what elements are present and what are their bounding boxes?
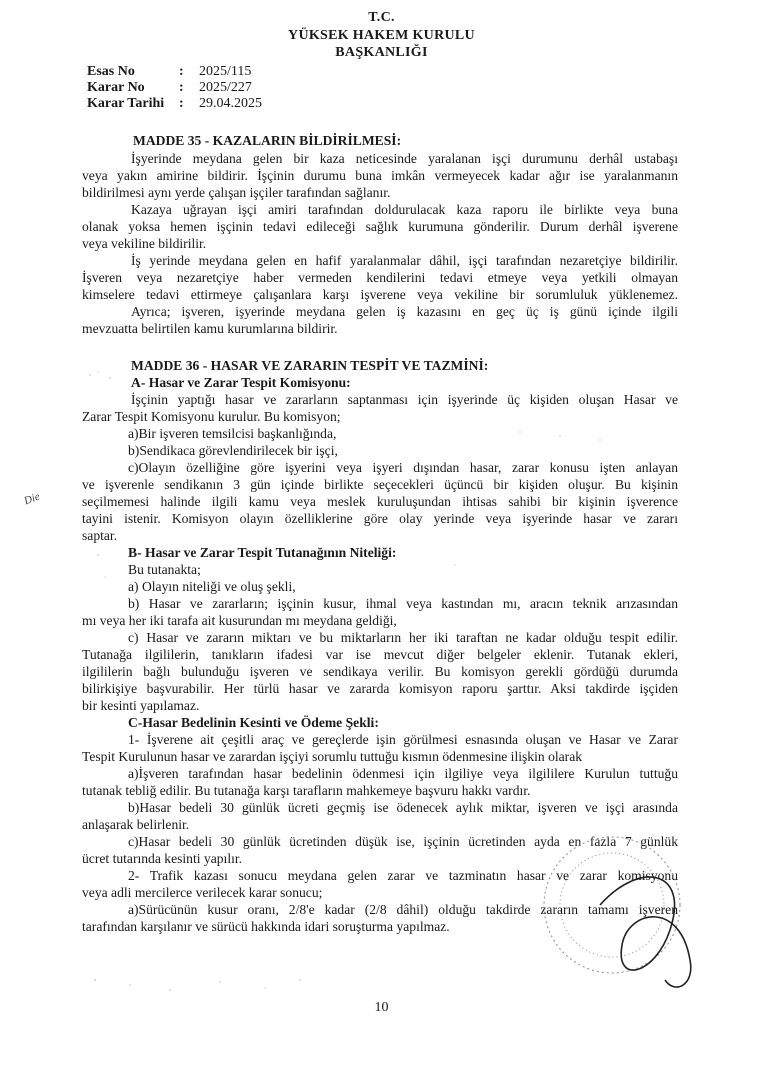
text-line: tarafından karşılanır ve sürücü hakkında idari soruşturma yapılmaz.	[82, 919, 450, 934]
text-line: tayini istenir. Komisyon olayın özelliklerine göre olay yerinde veya işyerinde hasar ve zararı	[82, 511, 678, 526]
text-line: İşyerinde meydana gelen bir kaza neticesinde yaralanan işçi durumunu derhâl ustabaşı	[131, 151, 678, 166]
margin-initials: Die	[22, 490, 42, 508]
text-line: Ayrıca; işveren, işyerinde meydana gelen iş kazasını en geç üç iş günü içinde ilgili	[131, 304, 678, 319]
text-line: olanak yoksa hemen işçinin tedavi edileceği sağlık kurumuna gönderilir. Durum derhâl işverene	[82, 219, 678, 234]
text-line: İşçinin yaptığı hasar ve zararların saptanması için işyerinde üç kişiden oluşan Hasar ve	[131, 392, 678, 407]
text-line: bilirkişiye başvurabilir. Her türlü hasar ve zararda komisyon raporu şarttır. Aksi takdirde işçiden	[82, 681, 678, 696]
text-line: Kazaya uğrayan işçi amiri tarafından doldurulacak kaza raporu ile birlikte veya buna	[131, 202, 678, 217]
text-line: a) Olayın niteliği ve oluş şekli,	[128, 579, 296, 594]
meta-label: Esas No	[87, 64, 135, 79]
section-a-heading: A- Hasar ve Zarar Tespit Komisyonu:	[131, 375, 351, 390]
header-institution: YÜKSEK HAKEM KURULU	[288, 28, 475, 43]
header-tc: T.C.	[368, 10, 395, 25]
text-line: tutanak tebliğ edilir. Bu tutanağa karşı tarafların mahkemeye başvuru hakkı vardır.	[82, 783, 531, 798]
text-line: kimselere tedavi ettirmeye çalışanlara karşı işverene veya vekiline bir sorumluluk yüklenemez.	[82, 287, 678, 302]
text-line: a)Sürücünün kusur oranı, 2/8'e kadar (2/8 dâhil) olduğu takdirde zararın tamamı işveren	[128, 902, 678, 917]
article-35-heading: MADDE 35 - KAZALARIN BİLDİRİLMESİ:	[133, 133, 402, 148]
text-line: c)Olayın özelliğine göre işyerini veya işyeri dışından hasar, zarar konusu işten anlayan	[128, 460, 678, 475]
meta-esas-no: Esas No : 2025/115	[87, 64, 252, 79]
text-line: Tutanağa ilgililerin, tanıkların ifadesi var ise mevcut diğer belgeler eklenir. Tutanak ekleri,	[82, 647, 678, 662]
text-line: Tespit Kurulunun hasar ve zarardan işçiyi sorumlu tuttuğu kısmın ödenmesine ilişkin olarak	[82, 749, 583, 764]
text-line: İşveren veya nezaretçiye haber vermeden kendilerini tedavi etmeye veya yetkili olmayan	[82, 270, 678, 285]
text-line: 2- Trafik kazası sonucu meydana gelen zarar ve tazminatın hasar ve zarar komisyonu	[128, 868, 678, 883]
meta-value: 29.04.2025	[199, 96, 262, 111]
text-line: bir kesinti yapılamaz.	[82, 698, 200, 713]
meta-value: 2025/227	[199, 80, 252, 95]
meta-label: Karar Tarihi	[87, 96, 165, 111]
text-line: veya adli mercilerce verilecek karar sonucu;	[82, 885, 323, 900]
meta-label: Karar No	[87, 80, 145, 95]
text-line: İş yerinde meydana gelen en hafif yaralanmalar dâhil, işçi tarafından nezaretçiye bildirilir.	[131, 253, 678, 268]
text-line: c)Hasar bedeli 30 günlük ücretinden düşük ise, işçinin ücretinden ayda en fazla 7 günlük	[128, 834, 678, 849]
section-b-heading: B- Hasar ve Zarar Tespit Tutanağının Niteliği:	[128, 545, 397, 560]
article-36-heading: MADDE 36 - HASAR VE ZARARIN TESPİT VE TAZMİNİ:	[131, 358, 489, 373]
text-line: ücret tutarında kesinti yapılır.	[82, 851, 243, 866]
text-line: c) Hasar ve zararın miktarı ve bu miktarların her iki taraftan ne kadar olduğu tespit edilir.	[128, 630, 678, 645]
text-line: ilgililerin bağlı bulunduğu işveren ve sendikaya verilir. Bu komisyon gerekli gördüğü durumda	[82, 664, 678, 679]
text-line: mevzuatta belirtilen kamu kurumlarına bildirir.	[82, 321, 338, 336]
text-line: b)Sendikaca görevlendirilecek bir işçi,	[128, 443, 338, 458]
text-line: a)İşveren tarafından hasar bedelinin ödenmesi için ilgiliye veya ilgililere Kurulun tuttuğu	[128, 766, 678, 781]
header-presidency: BAŞKANLIĞI	[335, 45, 428, 60]
text-line: 1- İşverene ait çeşitli araç ve gereçlerde işin görülmesi esnasında oluşan ve Hasar ve Zarar	[128, 732, 678, 747]
meta-value: 2025/115	[199, 64, 252, 79]
text-line: bildirilmesi aynı yerde çalışan işçiler tarafından sağlanır.	[82, 185, 391, 200]
section-c-heading: C-Hasar Bedelinin Kesinti ve Ödeme Şekli:	[128, 715, 379, 730]
text-line: seçilmemesi halinde ilgili kamu veya meslek kuruluşundan ihtisas sahibi bir kişinin işverence	[82, 494, 678, 509]
page-number: 10	[374, 1000, 389, 1015]
text-line: Bu tutanakta;	[128, 562, 201, 577]
text-line: ve işverenle sendikanın 3 gün içinde birlikte seçecekleri üçüncü bir kişiden oluşur. Bu kişinin	[82, 477, 678, 492]
text-line: saptar.	[82, 528, 118, 543]
text-line: veya vekiline bildirilir.	[82, 236, 207, 251]
text-line: Zarar Tespit Komisyonu kurulur. Bu komisyon;	[82, 409, 341, 424]
scan-specks	[89, 371, 600, 990]
text-line: mı veya her iki tarafa ait kusurundan mı meydana geldiği,	[82, 613, 397, 628]
meta-karar-no: Karar No : 2025/227	[87, 80, 252, 95]
text-line: a)Bir işveren temsilcisi başkanlığında,	[128, 426, 337, 441]
meta-karar-tarihi: Karar Tarihi : 29.04.2025	[87, 96, 262, 111]
text-line: b)Hasar bedeli 30 günlük ücreti geçmiş ise ödenecek aylık miktar, işveren ve işçi arasında	[128, 800, 678, 815]
text-line: anlaşarak belirlenir.	[82, 817, 190, 832]
signature	[600, 877, 691, 987]
text-line: veya yakın amirine bildirir. İşçinin durumu buna imkân vermeyecek kadar ağır ise yaralanmanın	[82, 168, 678, 183]
text-line: b) Hasar ve zararların; işçinin kusur, ihmal veya kastından mı, aracın teknik arızasından	[128, 596, 678, 611]
